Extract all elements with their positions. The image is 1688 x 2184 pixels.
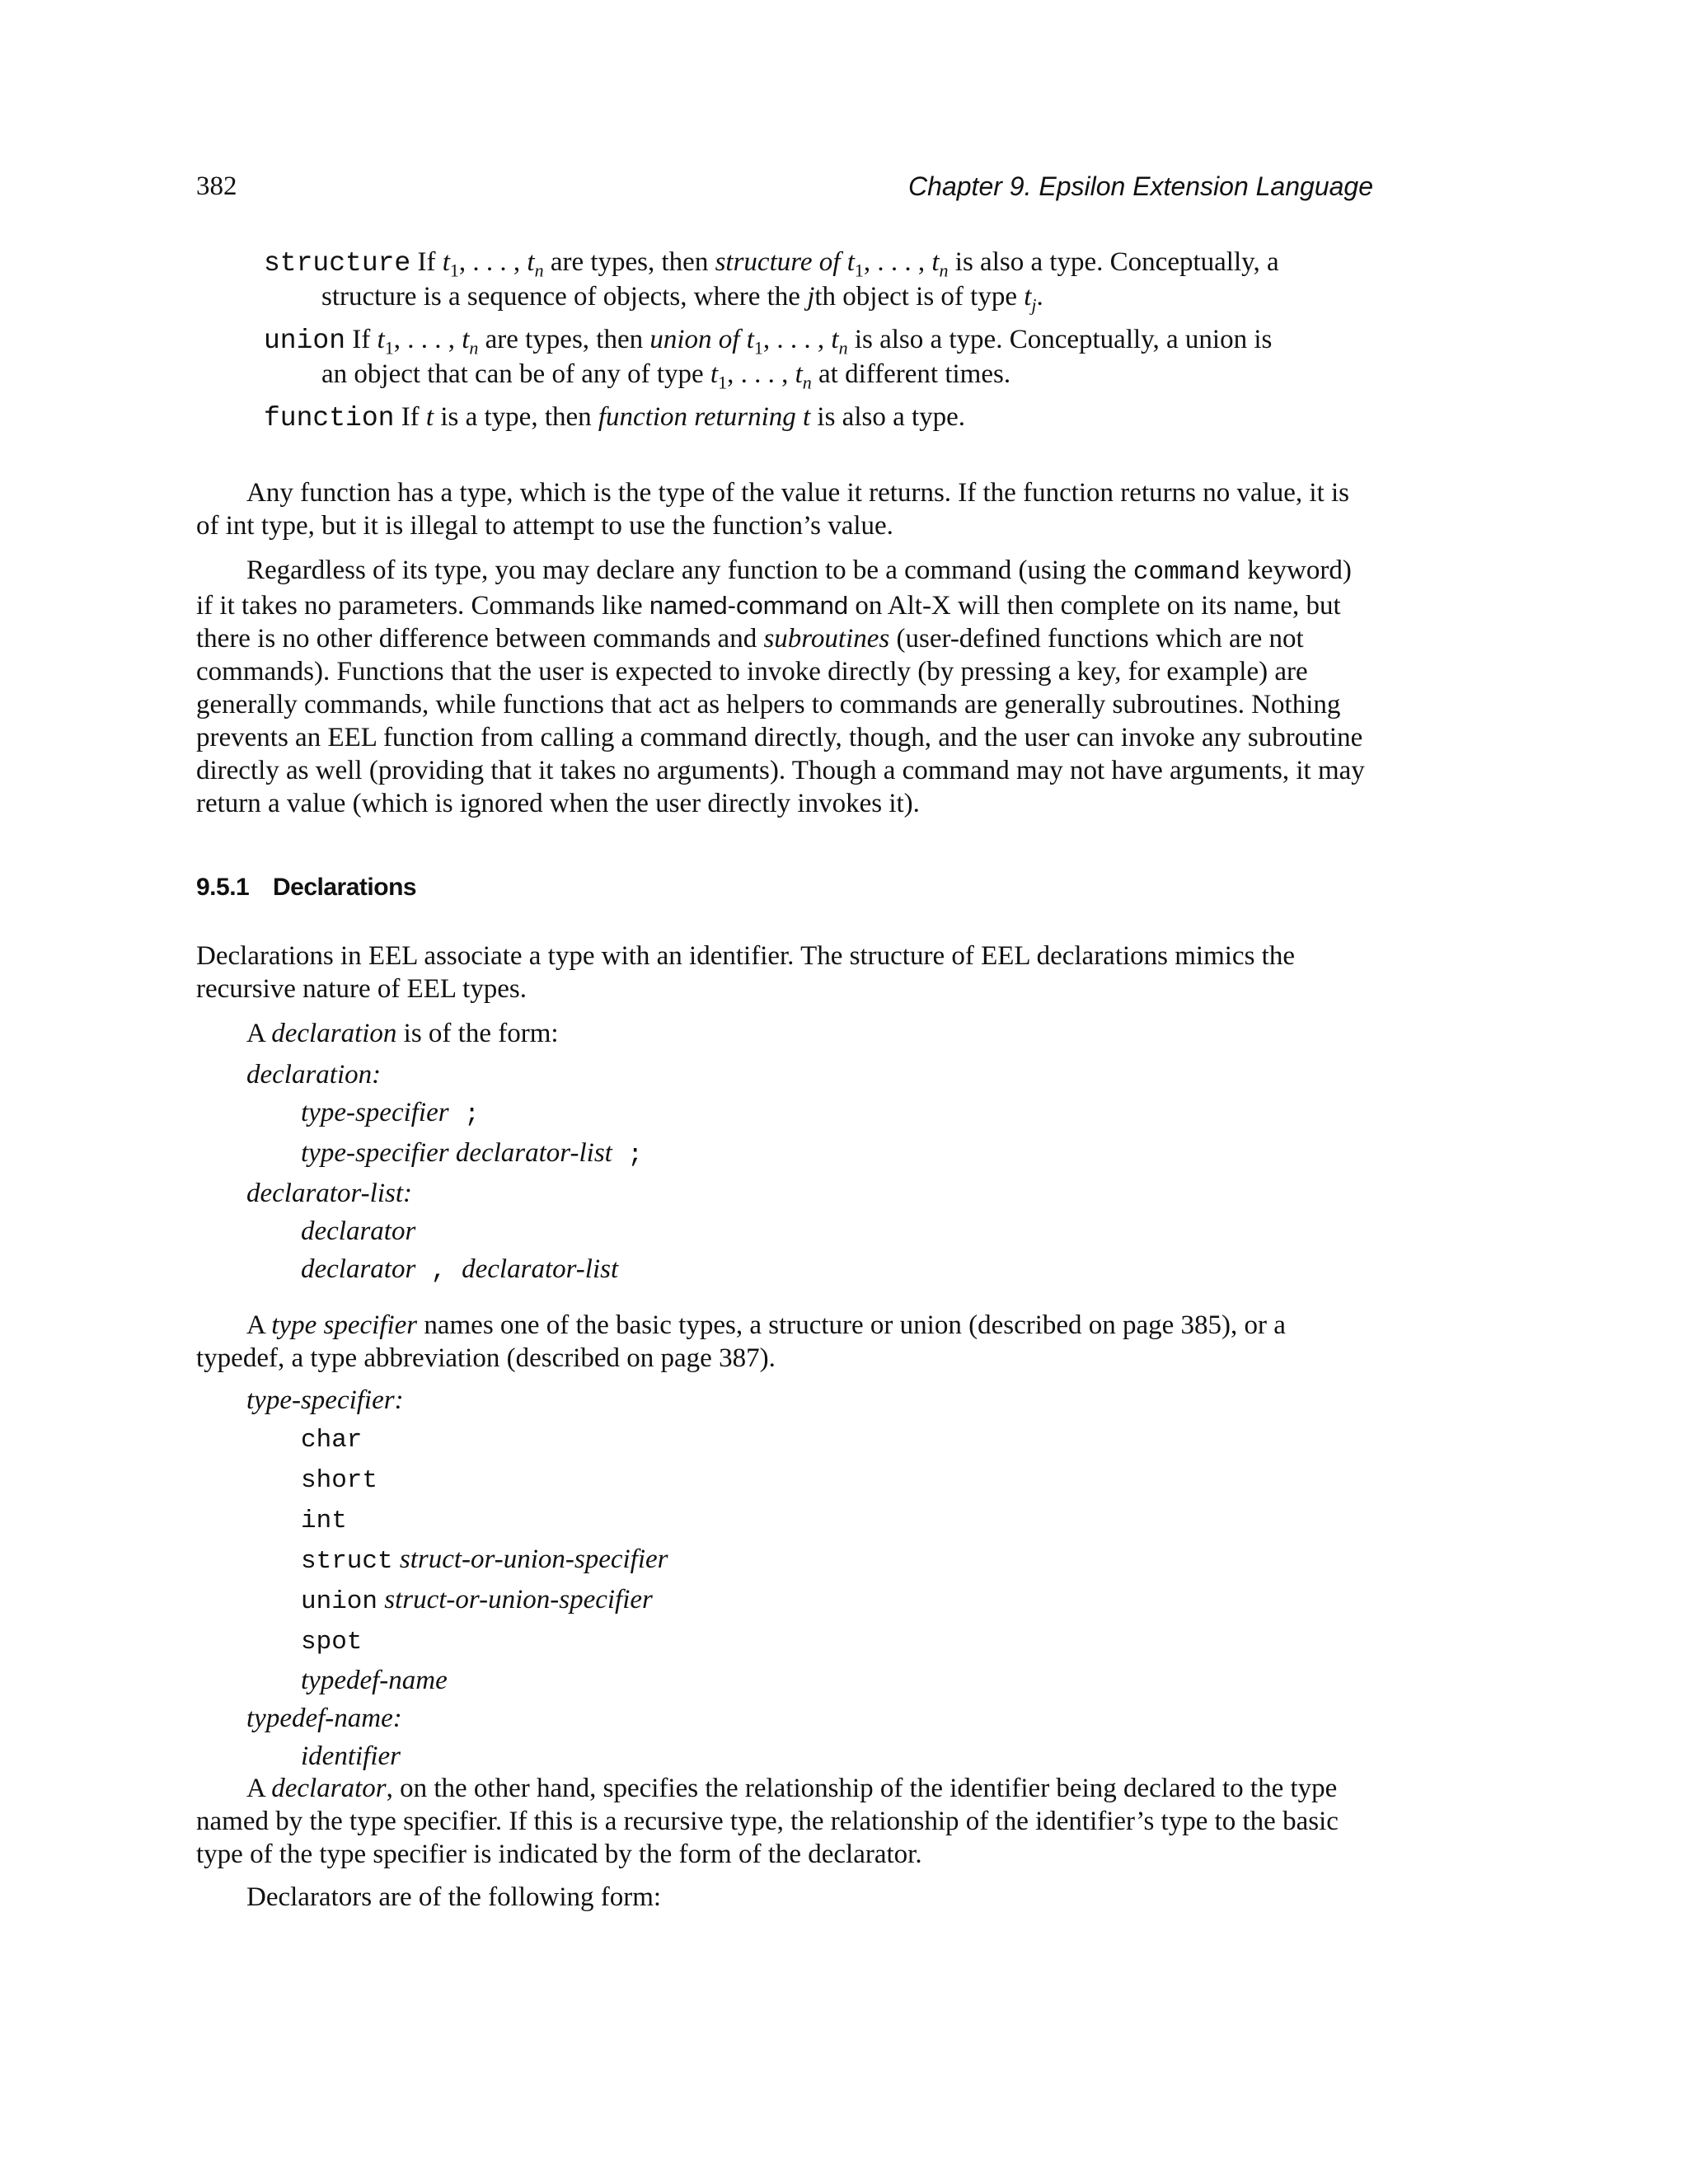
definition-line: an object that can be of any of type $t_1$, . . . , $t_n$ at different times.	[321, 359, 1011, 393]
paragraph-declarators-form: Declarators are of the following form:	[246, 1882, 662, 1912]
definition-union	[264, 323, 1373, 391]
grammar-rule: declarator , declarator-list	[301, 1254, 619, 1286]
grammar-rule: spot	[301, 1628, 363, 1657]
paragraph-declarations-intro: Declarations in EEL associate a type with an identifier. The structure of EEL declarations mimics the recursive nature of EEL types.	[196, 941, 1295, 1004]
grammar-rule: char	[301, 1426, 363, 1455]
paragraph-declarator: A declarator, on the other hand, specifies the relationship of the identifier being declared to the type named by the type specifier. If this is a recursive type, the relationship of the identifier’s type to the basic type of the type specifier is indicated by the form of the declarator.	[196, 1774, 1339, 1869]
term-structure: structure	[264, 248, 411, 279]
grammar-rule: type-specifier declarator-list ;	[301, 1138, 644, 1169]
definition-line: function If t is a type, then function returning t is also a type.	[264, 402, 966, 434]
definition-line: union If $t_1$, . . . , $t_n$ are types, then union of $t_1$, . . . , $t_n$ is also a type. Conceptually, a union is	[264, 325, 1273, 359]
grammar-type-specifier	[246, 1381, 668, 1775]
term-function: function	[264, 403, 395, 434]
running-header	[196, 171, 1373, 208]
paragraph-declaration-form: A declaration is of the form:	[246, 1019, 559, 1048]
paragraph-commands: Regardless of its type, you may declare any function to be a command (using the command keyword) if it takes no parameters. Commands like named-command on Alt-X will then complete on its name, but there is no other difference between commands and subroutines (user-defined functions which are not commands). Functions that the user is expected to invoke directly (by pressing a key, for example) are generally commands, while functions that act as helpers to commands are generally subroutines. Nothing prevents an EEL function from calling a command directly, though, and the user can invoke any subroutine directly as well (providing that it takes no arguments). Though a command may not have arguments, it may return a value (which is ignored when the user directly invokes it).	[196, 555, 1365, 818]
chapter-title: Chapter 9. Epsilon Extension Language	[908, 171, 1373, 201]
grammar-rule: typedef-name	[301, 1666, 448, 1695]
section-heading	[196, 874, 416, 902]
page-number: 382	[196, 171, 237, 201]
grammar-lhs: declaration:	[246, 1060, 382, 1090]
definition-line: structure is a sequence of objects, where the jth object is of type $t_j$.	[321, 282, 1043, 316]
grammar-rule: declarator	[301, 1216, 416, 1246]
named-command-ref: named-command	[649, 591, 849, 620]
grammar-lhs: type-specifier:	[246, 1385, 404, 1415]
grammar-lhs: declarator-list:	[246, 1179, 412, 1208]
definition-structure	[264, 246, 1373, 316]
definition-line: structure If $t_1$, . . . , $t_n$ are types, then structure of $t_1$, . . . , $t_n$ is also a type. Conceptually, a	[264, 247, 1279, 281]
grammar-rule: int	[301, 1507, 347, 1535]
grammar-rule: type-specifier ;	[301, 1098, 480, 1129]
paragraph-function-type: Any function has a type, which is the type of the value it returns. If the function returns no value, it is of int type, but it is illegal to attempt to use the function’s value.	[196, 478, 1349, 541]
grammar-lhs: typedef-name:	[246, 1704, 402, 1733]
section-number: 9.5.1	[196, 874, 250, 901]
paragraph-type-specifier: A type specifier names one of the basic types, a structure or union (described on page 385), or a typedef, a type abbreviation (described on page 387).	[196, 1310, 1286, 1373]
grammar-rule: short	[301, 1466, 378, 1495]
grammar-rule: identifier	[301, 1741, 401, 1771]
command-keyword: command	[1132, 558, 1241, 587]
grammar-rule: union struct-or-union-specifier	[301, 1585, 653, 1616]
grammar-rule: struct struct-or-union-specifier	[301, 1544, 668, 1576]
definition-function	[264, 401, 1373, 435]
section-title: Declarations	[273, 874, 417, 901]
grammar-declaration	[246, 1056, 643, 1291]
term-union: union	[264, 326, 346, 356]
